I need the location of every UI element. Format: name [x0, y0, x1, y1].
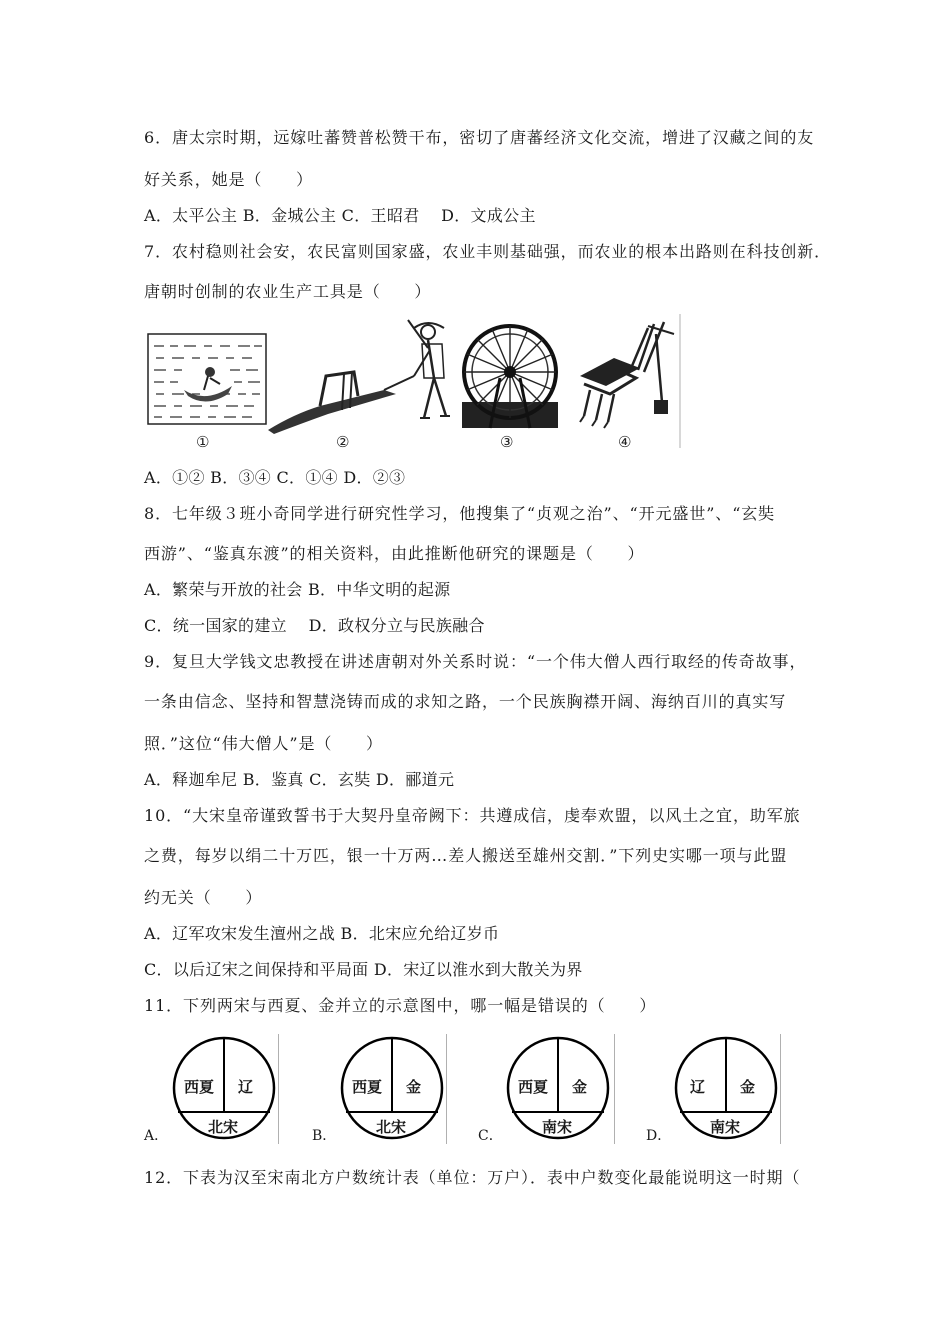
tool-2-image — [268, 320, 450, 434]
question-10-text: 约无关（ ） — [144, 888, 263, 907]
question-6-text: 6．唐太宗时期，远嫁吐蕃赞普松赞干布，密切了唐蕃经济文化交流，增进了汉藏之间的友 — [144, 128, 815, 147]
map-a-region-top-right: 辽 — [238, 1078, 254, 1096]
map-c-region-bottom: 南宋 — [542, 1118, 573, 1136]
question-10-options: C．以后辽宋之间保持和平局面 D．宋辽以淮水到大散关为界 — [144, 960, 583, 979]
map-a — [172, 1036, 276, 1140]
question-8-options: A．繁荣与开放的社会 B．中华文明的起源 — [144, 580, 451, 599]
farming-tools-figure — [144, 314, 684, 454]
tool-3-label: ③ — [500, 433, 514, 451]
tool-2-label: ② — [336, 433, 350, 451]
map-a-region-bottom: 北宋 — [208, 1118, 239, 1136]
map-c-region-top-left: 西夏 — [518, 1078, 549, 1096]
map-b-region-top-left: 西夏 — [352, 1078, 383, 1096]
map-c-option-label: C． — [478, 1128, 503, 1144]
map-c-region-top-right: 金 — [572, 1078, 588, 1096]
question-8-options: C．统一国家的建立 D．政权分立与民族融合 — [144, 616, 485, 635]
question-11-text: 11．下列两宋与西夏、金并立的示意图中，哪一幅是错误的（ ） — [144, 996, 657, 1015]
map-d-option-label: D． — [646, 1128, 672, 1144]
tool-1-image — [148, 334, 266, 424]
map-d-region-top-right: 金 — [740, 1078, 756, 1096]
tool-1-label: ① — [196, 433, 210, 451]
question-12-text: 12．下表为汉至宋南北方户数统计表（单位：万户）．表中户数变化最能说明这一时期（ — [144, 1168, 801, 1187]
map-b-region-bottom: 北宋 — [376, 1118, 407, 1136]
map-a-region-top-left: 西夏 — [184, 1078, 215, 1096]
question-7-text: 唐朝时创制的农业生产工具是（ ） — [144, 282, 432, 301]
map-c — [506, 1036, 610, 1140]
map-b — [340, 1036, 444, 1140]
question-6-options: A．太平公主 B．金城公主 C．王昭君 D．文成公主 — [144, 206, 536, 225]
question-9-text: 9．复旦大学钱文忠教授在讲述唐朝对外关系时说：“一个伟大僧人西行取经的传奇故事， — [144, 652, 807, 671]
tool-4-image — [580, 322, 674, 428]
farming-tools-illustration — [144, 314, 684, 454]
map-a-option-label: A． — [144, 1128, 169, 1144]
map-d-region-top-left: 辽 — [690, 1078, 706, 1096]
map-d — [674, 1036, 778, 1140]
map-b-option-label: B． — [312, 1128, 337, 1144]
map-b-region-top-right: 金 — [406, 1078, 422, 1096]
tool-4-label: ④ — [618, 433, 632, 451]
question-7-text: 7．农村稳则社会安，农民富则国家盛，农业丰则基础强，而农业的根本出路则在科技创新． — [144, 242, 832, 261]
map-d-region-bottom: 南宋 — [710, 1118, 741, 1136]
question-10-text: 10．“大宋皇帝谨致誓书于大契丹皇帝阙下：共遵成信，虔奉欢盟，以风土之宜，助军旅 — [144, 806, 801, 825]
question-7-options: A．①② B．③④ C．①④ D．②③ — [144, 468, 406, 487]
question-10-text: 之费，每岁以绢二十万匹，银一十万两…差人搬送至雄州交割．”下列史实哪一项与此盟 — [144, 846, 788, 865]
question-10-options: A．辽军攻宋发生澶州之战 B．北宋应允给辽岁币 — [144, 924, 500, 943]
dynasty-maps-figure — [144, 1034, 784, 1148]
tool-3-image — [462, 326, 558, 428]
question-8-text: 8．七年级３班小奇同学进行研究性学习，他搜集了“贞观之治”、“开元盛世”、“玄奘 — [144, 504, 776, 523]
question-9-text: 一条由信念、坚持和智慧浇铸而成的求知之路，一个民族胸襟开阔、海纳百川的真实写 — [144, 692, 787, 711]
question-6-text: 好关系，她是（ ） — [144, 170, 314, 189]
question-8-text: 西游”、“鉴真东渡”的相关资料，由此推断他研究的课题是（ ） — [144, 544, 645, 563]
question-9-text: 照．”这位“伟大僧人”是（ ） — [144, 734, 383, 753]
question-9-options: A．释迦牟尼 B．鉴真 C．玄奘 D．郦道元 — [144, 770, 455, 789]
